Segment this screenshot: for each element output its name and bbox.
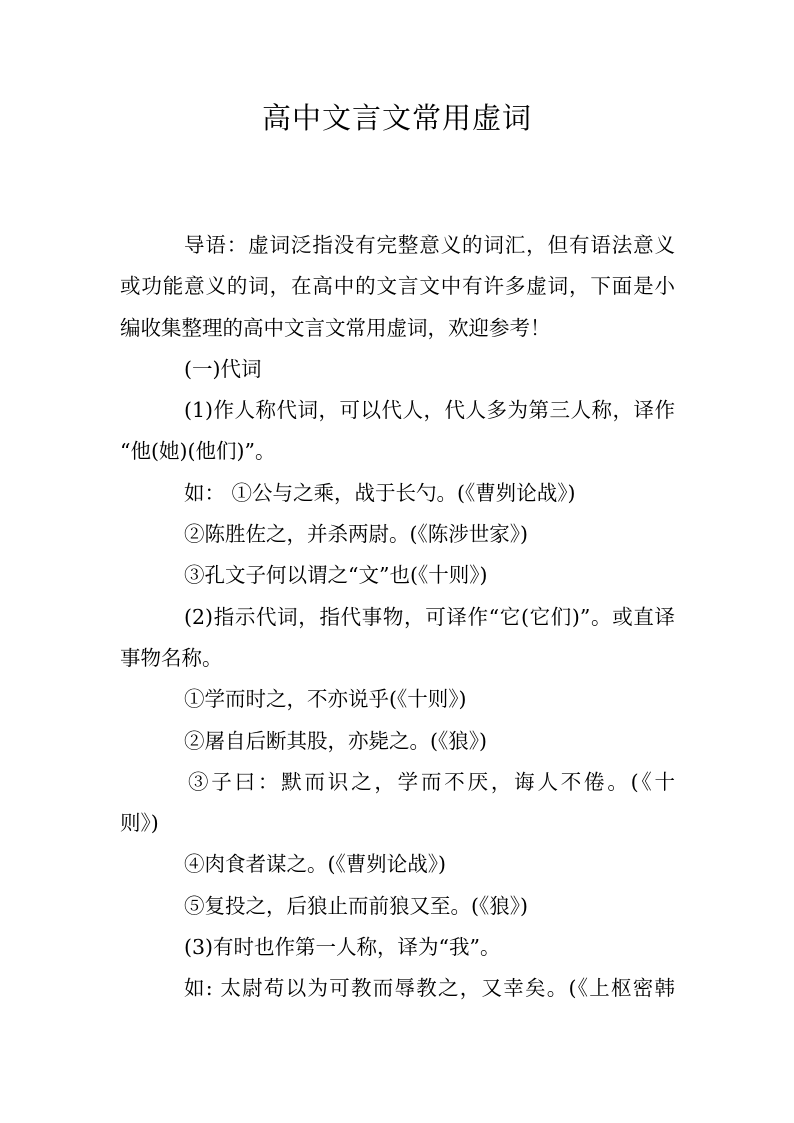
example-line: ④肉食者谋之。(《曹刿论战》) <box>184 852 446 877</box>
paragraph-line: (1)作人称代词，可以代人，代人多为第三人称，译作 <box>184 398 675 423</box>
example-line: ②陈胜佐之，并杀两尉。(《陈涉世家》) <box>184 522 528 547</box>
example-line: ②屠自后断其股，亦毙之。(《狼》) <box>184 728 487 753</box>
paragraph-line: 或功能意义的词，在高中的文言文中有许多虚词，下面是小 <box>120 274 675 299</box>
paragraph-line: (2)指示代词，指代事物，可译作“它(它们)”。或直译 <box>184 604 675 629</box>
paragraph-line: “他(她)(他们)”。 <box>120 439 276 464</box>
example-line: ③孔文子何以谓之“文”也(《十则》) <box>184 563 488 588</box>
example-line: 则》) <box>120 811 159 836</box>
paragraph-line: (3)有时也作第一人称，译为“我”。 <box>184 935 501 960</box>
paragraph-line: 编收集整理的高中文言文常用虚词，欢迎参考！ <box>120 315 551 340</box>
example-line: 如: 太尉苟以为可教而辱教之，又幸矣。(《上枢密韩 <box>184 976 675 1001</box>
document-title: 高中文言文常用虚词 <box>261 101 532 135</box>
example-line: ①学而时之，不亦说乎(《十则》) <box>184 687 467 712</box>
example-line: ③子曰：默而识之，学而不厌，诲人不倦。(《十 <box>188 769 675 794</box>
section-heading: (一)代词 <box>184 356 262 381</box>
paragraph-line: 事物名称。 <box>120 645 223 670</box>
document-body <box>120 225 675 1010</box>
paragraph-line: 导语：虚词泛指没有完整意义的词汇，但有语法意义 <box>184 233 675 257</box>
example-line: 如： ①公与之乘，战于长勺。(《曹刿论战》) <box>184 480 576 505</box>
example-line: ⑤复投之，后狼止而前狼又至。(《狼》) <box>184 893 528 918</box>
